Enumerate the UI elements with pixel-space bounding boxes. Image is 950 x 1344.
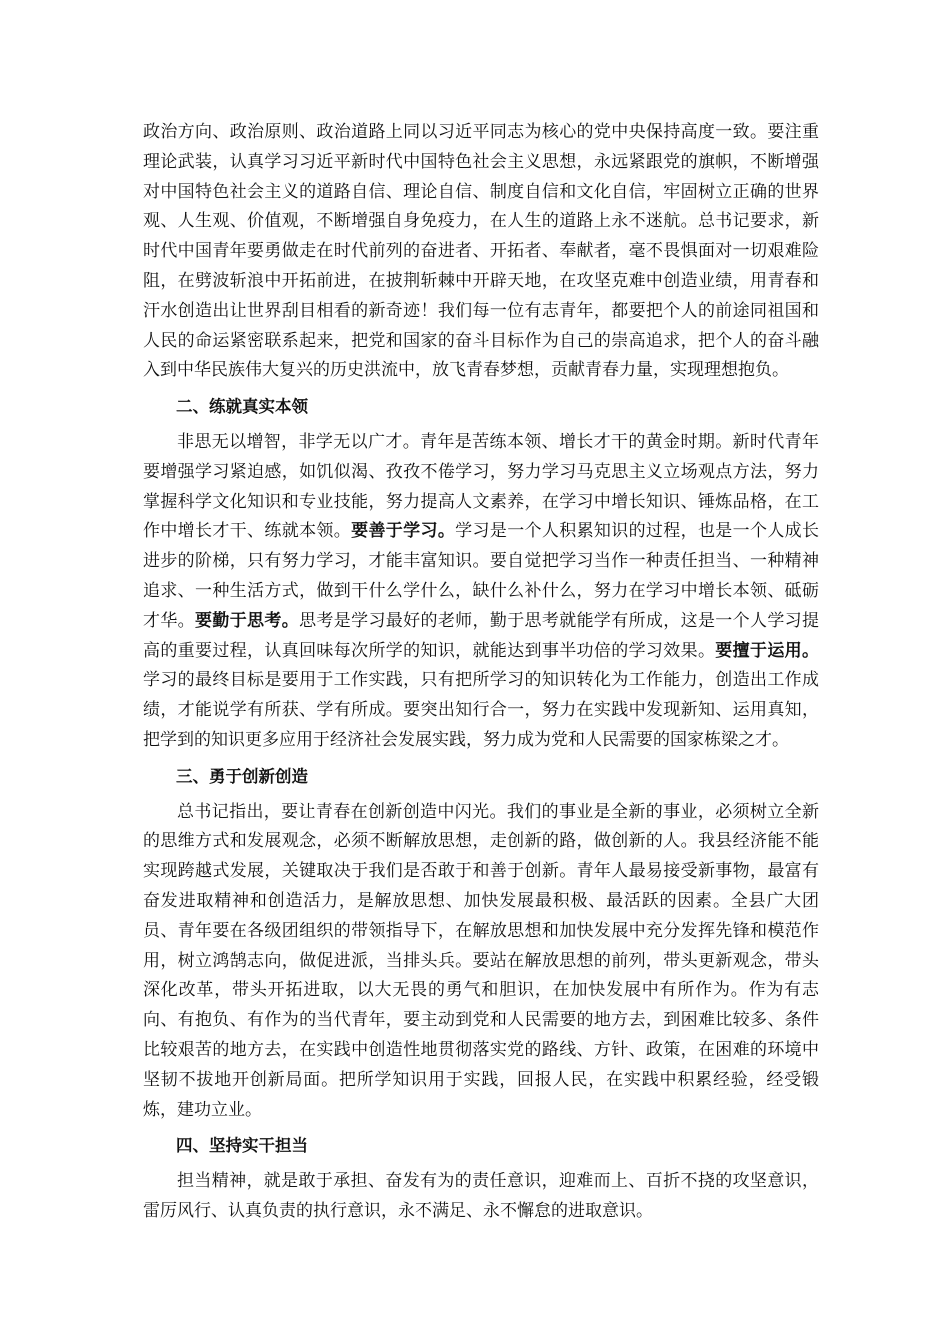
paragraph-section-2 <box>143 428 819 756</box>
section-heading-3: 三、勇于创新创造 <box>176 766 308 786</box>
paragraph-text: 学习的最终目标是要用于工作实践，只有把所学习的知识转化为工作能力，创造出工作成绩，才能说学有所获、学有所成。要突出知行合一，努力在实践中发现新知、运用真知，把学到的知识更多应用于经济社会发展实践，努力成为党和人民需要的国家栋梁之才。 <box>143 670 819 750</box>
paragraph-section-3: 总书记指出，要让青春在创新创造中闪光。我们的事业是全新的事业，必须树立全新的思维方式和发展观念，必须不断解放思想，走创新的路，做创新的人。我县经济能不能实现跨越式发展，关键取决于我们是否敢于和善于创新。青年人最易接受新事物，最富有奋发进取精神和创造活力，是解放思想、加快发展最积极、最活跃的因素。全县广大团员、青年要在各级团组织的带领指导下，在解放思想和加快发展中充分发挥先锋和模范作用，树立鸿鹄志向，做促进派，当排头兵。要站在解放思想的前列，带头更新观念，带头深化改革，带头开拓进取，以大无畏的勇气和胆识，在加快发展中有所作为。作为有志向、有抱负、有作为的当代青年，要主动到党和人民需要的地方去，到困难比较多、条件比较艰苦的地方去，在实践中创造性地贯彻落实党的路线、方针、政策，在困难的环境中坚韧不拔地开创新局面。把所学知识用于实践，回报人民，在实践中积累经验，经受锻炼，建功立业。 <box>143 801 819 1120</box>
bold-phrase-applying: 要擅于运用。 <box>715 640 820 661</box>
bold-phrase-learning: 要善于学习。 <box>351 521 456 542</box>
document-body <box>143 118 819 1233</box>
paragraph-continued: 政治方向、政治原则、政治道路上同以习近平同志为核心的党中央保持高度一致。要注重理论武装，认真学习习近平新时代中国特色社会主义思想，永远紧跟党的旗帜，不断增强对中国特色社会主义的道路自信、理论自信、制度自信和文化自信，牢固树立正确的世界观、人生观、价值观，不断增强自身免疫力，在人生的道路上永不迷航。总书记要求，新时代中国青年要勇做走在时代前列的奋进者、开拓者、奉献者，毫不畏惧面对一切艰难险阻，在劈波斩浪中开拓前进，在披荆斩棘中开辟天地，在攻坚克难中创造业绩，用青春和汗水创造出让世界刮目相看的新奇迹！我们每一位有志青年，都要把个人的前途同祖国和人民的命运紧密联系起来，把党和国家的奋斗目标作为自己的崇高追求，把个人的奋斗融入到中华民族伟大复兴的历史洪流中，放飞青春梦想，贡献青春力量，实现理想抱负。 <box>143 122 819 381</box>
paragraph-section-4: 担当精神，就是敢于承担、奋发有为的责任意识，迎难而上、百折不挠的攻坚意识，雷厉风行、认真负责的执行意识，永不满足、永不懈怠的进取意识。 <box>143 1171 819 1221</box>
paragraph-text: 学习是一个人积累知识的过程，也是一个人成长进步的阶梯，只有努力学习，才能丰富知识。要自觉把学习当作一种责任担当、一种精神追求、一种生活方式，做到干什么学什么，缺什么补什么，努力在学习中增长本领、砥砺才华。 <box>143 521 820 631</box>
section-heading-2: 二、练就真实本领 <box>176 397 308 417</box>
paragraph-text: 非思无以增智，非学无以广才。青年是苦练本领、增长才干的黄金时期。新时代青年要增强学习紧迫感，如饥似渴、孜孜不倦学习，努力学习马克思主义立场观点方法，努力掌握科学文化知识和专业技能，努力提高人文素养，在学习中增长知识、锤炼品格，在工作中增长才干、练就本领。 <box>143 431 819 542</box>
section-heading-4: 四、坚持实干担当 <box>176 1136 308 1156</box>
paragraph-text: 思考是学习最好的老师，勤于思考就能学有所成，这是一个人学习提高的重要过程，认真回味每次所学的知识，就能达到事半功倍的学习效果。 <box>143 610 820 661</box>
bold-phrase-thinking: 要勤于思考。 <box>195 610 300 631</box>
